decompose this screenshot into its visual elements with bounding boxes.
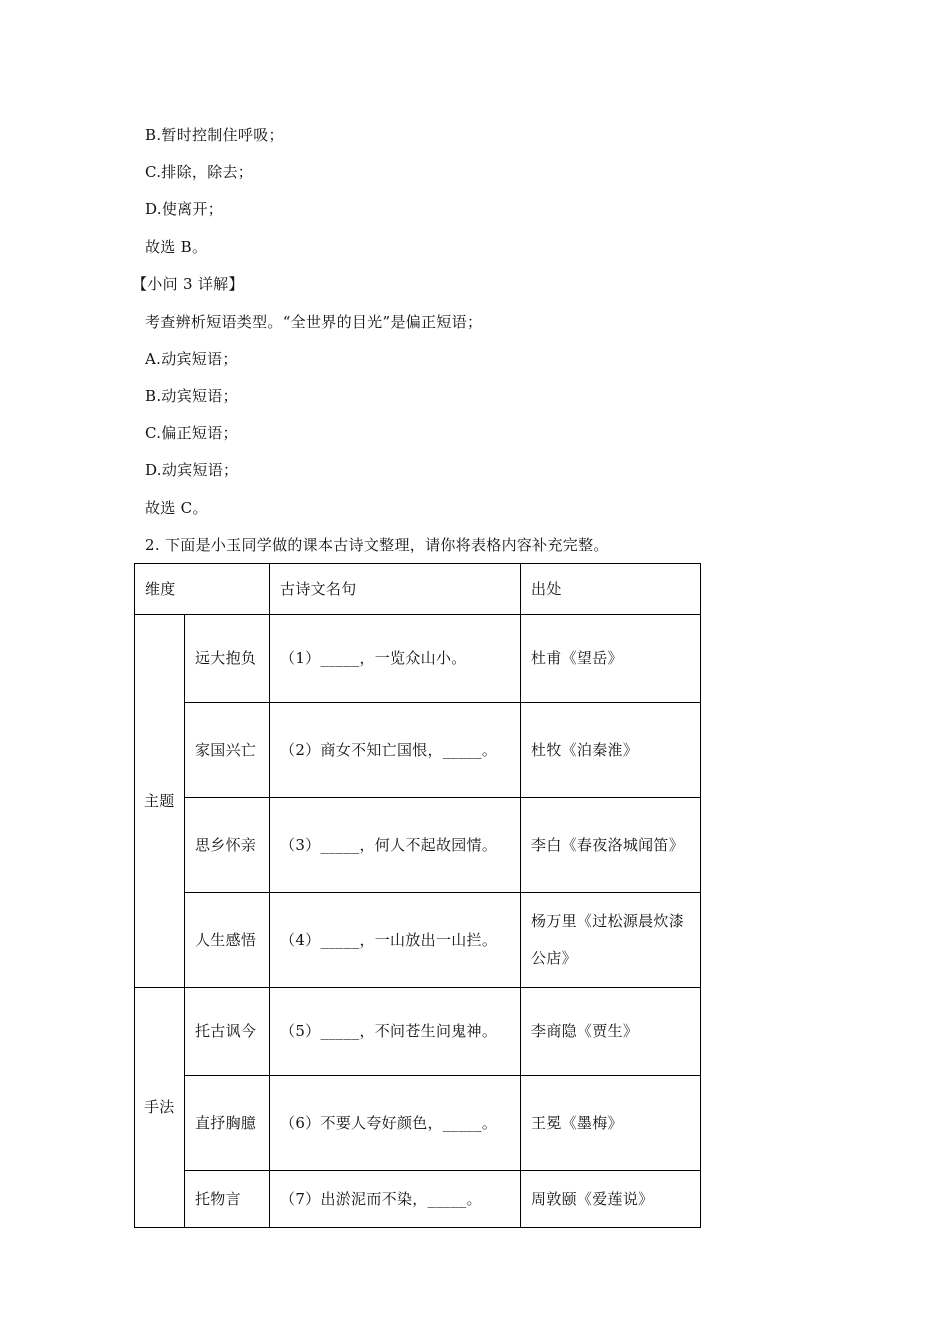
table-row: [135, 988, 701, 1076]
quote-cell: （6）不要人夸好颜色，_____。: [270, 1076, 521, 1171]
source-cell: 周敦颐《爱莲说》: [521, 1171, 701, 1228]
sub-dimension: 远大抱负: [185, 615, 270, 703]
text-line: 故选 C。: [145, 499, 208, 517]
section-heading: 【小问 3 详解】: [132, 275, 244, 293]
source-cell: 杜甫《望岳》: [521, 615, 701, 703]
header-quote: 古诗文名句: [270, 564, 521, 615]
text-line: D.动宾短语；: [145, 461, 239, 479]
sub-dimension: 直抒胸臆: [185, 1076, 270, 1171]
sub-dimension: 人生感悟: [185, 893, 270, 988]
sub-dimension: 思乡怀亲: [185, 798, 270, 893]
header-source: 出处: [521, 564, 701, 615]
quote-cell: （2）商女不知亡国恨，_____。: [270, 703, 521, 798]
question-prompt: 2. 下面是小玉同学做的课本古诗文整理，请你将表格内容补充完整。: [145, 536, 609, 554]
source-cell: 李商隐《贾生》: [521, 988, 701, 1076]
header-dimension: 维度: [135, 564, 270, 615]
group-label-theme: 主题: [135, 615, 185, 988]
text-line: B.动宾短语；: [145, 387, 238, 405]
table-row: [135, 893, 701, 988]
text-line: C.偏正短语；: [145, 424, 238, 442]
table-row: [135, 1171, 701, 1228]
source-cell: 王冕《墨梅》: [521, 1076, 701, 1171]
sub-dimension: 托古讽今: [185, 988, 270, 1076]
table-row: [135, 615, 701, 703]
sub-dimension: 托物言: [185, 1171, 270, 1228]
text-line: 考查辨析短语类型。“全世界的目光”是偏正短语；: [145, 313, 483, 331]
text-line: B.暂时控制住呼吸；: [145, 126, 284, 144]
source-cell: 杨万里《过松源晨炊漆公店》: [521, 893, 701, 988]
text-line: C.排除，除去；: [145, 163, 254, 181]
poetry-table: [134, 563, 701, 1228]
table-row: [135, 703, 701, 798]
quote-cell: （1）_____，一览众山小。: [270, 615, 521, 703]
table-row: [135, 1076, 701, 1171]
quote-cell: （3）_____，何人不起故园情。: [270, 798, 521, 893]
quote-cell: （7）出淤泥而不染，_____。: [270, 1171, 521, 1228]
text-line: D.使离开；: [145, 200, 224, 218]
quote-cell: （5）_____，不问苍生问鬼神。: [270, 988, 521, 1076]
sub-dimension: 家国兴亡: [185, 703, 270, 798]
table-row: [135, 798, 701, 893]
quote-cell: （4）_____，一山放出一山拦。: [270, 893, 521, 988]
text-line: 故选 B。: [145, 238, 208, 256]
text-line: A.动宾短语；: [145, 350, 238, 368]
source-cell: 杜牧《泊秦淮》: [521, 703, 701, 798]
table-header-row: [135, 564, 701, 615]
source-cell: 李白《春夜洛城闻笛》: [521, 798, 701, 893]
group-label-technique: 手法: [135, 988, 185, 1228]
